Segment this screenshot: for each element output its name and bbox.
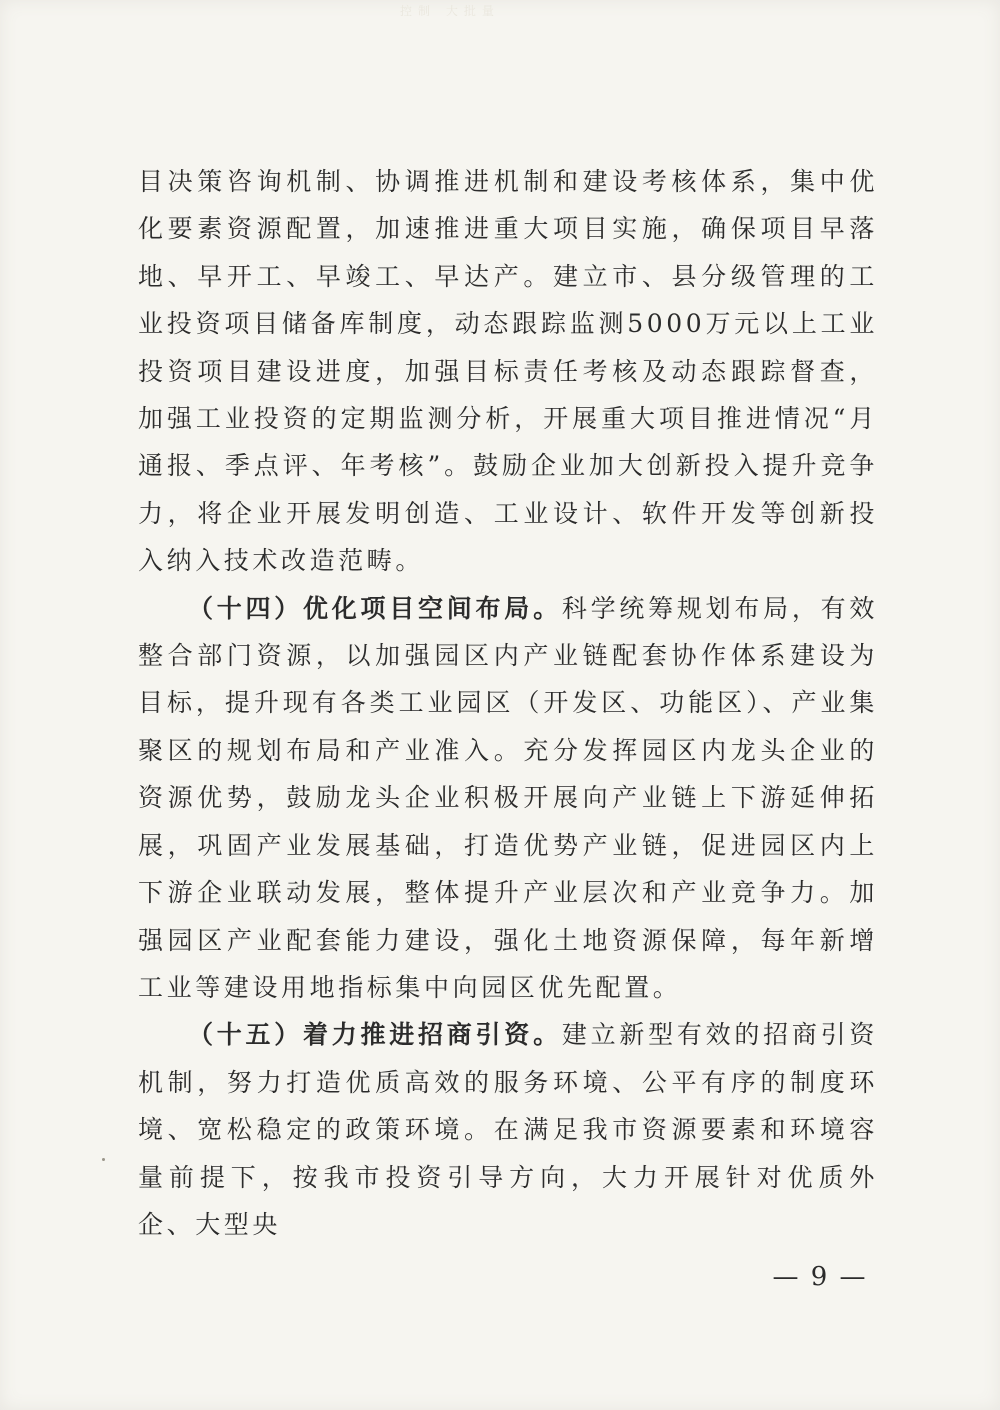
paragraph-14 [138, 585, 878, 1012]
faint-header-stamp: 控制 大批量 [400, 4, 500, 16]
page-number: — 9 — [772, 1262, 868, 1292]
paragraph-continued: 目决策咨询机制、协调推进机制和建设考核体系，集中优化要素资源配置，加速推进重大项目实施，确保项目早落地、早开工、早竣工、早达产。建立市、县分级管理的工业投资项目储备库制度，动态跟踪监测5000万元以上工业投资项目建设进度，加强目标责任考核及动态跟踪督查，加强工业投资的定期监测分析，开展重大项目推进情况“月通报、季点评、年考核”。鼓励企业加大创新投入提升竞争力，将企业开展发明创造、工业设计、软件开发等创新投入纳入技术改造范畴。 [138, 167, 878, 576]
section-heading-14: （十四）优化项目空间布局。 [188, 593, 562, 623]
section-body-15: 建立新型有效的招商引资机制，努力打造优质高效的服务环境、公平有序的制度环境、宽松稳定的政策环境。在满足我市资源要素和环境容量前提下，按我市投资引导方向，大力开展针对优质外企、大型央 [138, 1020, 878, 1239]
paragraph-15 [138, 1011, 878, 1248]
section-body-14: 科学统筹规划布局，有效整合部门资源，以加强园区内产业链配套协作体系建设为目标，提升现有各类工业园区（开发区、功能区）、产业集聚区的规划布局和产业准入。充分发挥园区内龙头企业的资源优势，鼓励龙头企业积极开展向产业链上下游延伸拓展，巩固产业发展基础，打造优势产业链，促进园区内上下游企业联动发展，整体提升产业层次和产业竞争力。加强园区产业配套能力建设，强化土地资源保障，每年新增工业等建设用地指标集中向园区优先配置。 [138, 593, 878, 1002]
scan-speck [102, 1158, 105, 1161]
section-heading-15: （十五）着力推进招商引资。 [188, 1020, 562, 1050]
body-text [138, 158, 878, 1248]
